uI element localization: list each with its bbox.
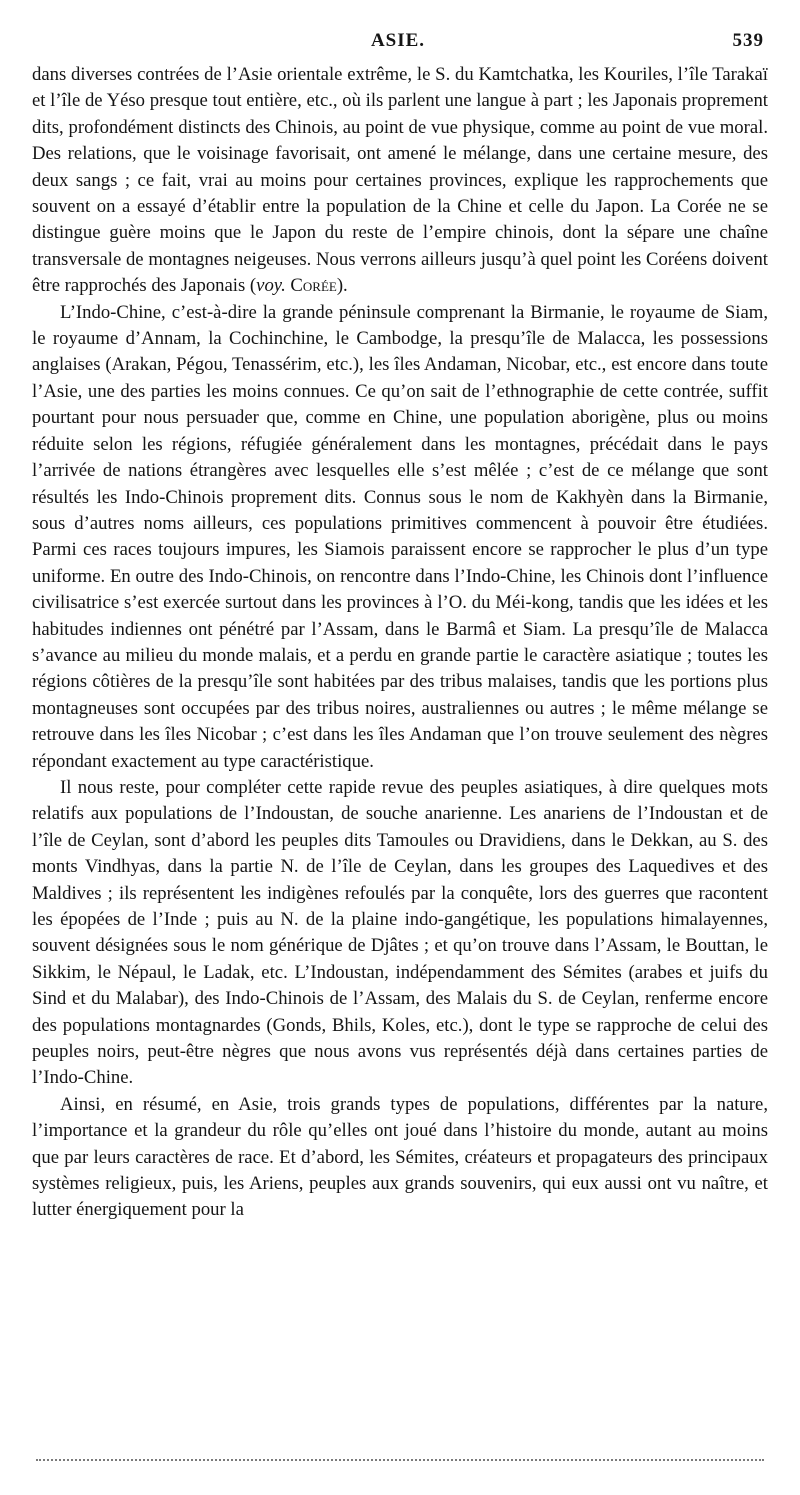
paragraph-text: ). — [336, 275, 348, 297]
paragraph-japon-coree — [32, 62, 768, 300]
paragraph-text: Ainsi, en résumé, en Asie, trois grands types de populations, différentes par la nature, l’importance et la grandeur du rôle qu’elles ont joué dans l’histoire du monde, autant au moins que par leurs caractères de race. Et d’abord, les Sémites, créateurs et propagateurs des principaux systèmes religieux, puis, les Ariens, peuples aux grands souvenirs, qui eux aussi ont vu naître, et lutter énergiquement pour la — [32, 1093, 768, 1221]
running-title: ASIE. — [370, 30, 426, 51]
paragraph-indo-chine — [32, 300, 768, 775]
body-text — [32, 62, 768, 1224]
paragraph-crossref: Corée — [290, 275, 337, 297]
paragraph-text: Il nous reste, pour compléter cette rapide revue des peuples asiatiques, à dire quelques mots relatifs aux populations de l’Indoustan, de souche anarienne. Les anariens de l’Indoustan et de l’île de Ceylan, sont d’abord les peuples dits Tamoules ou Dravidiens, dans le Dekkan, au S. des monts Vindhyas, dans la partie N. de l’île de Ceylan, dans les groupes des Laquedives et des Maldives ; ils représentent les indigènes refoulés par la conquête, lors des guerres que racontent les épopées de l’Inde ; puis au N. de la plaine indo-gangétique, les populations himalayennes, souvent désignées sous le nom générique de Djâtes ; et qu’on trouve dans l’Assam, le Bouttan, le Sikkim, le Népaul, le Ladak, etc. L’Indoustan, indépendamment des Sémites (arabes et juifs du Sind et du Malabar), des Indo-Chinois de l’Assam, des Malais du S. de Ceylan, renferme encore des populations montagnardes (Gonds, Bhils, Koles, etc.), dont le type se rapproche de celui des peuples noirs, peut-être nègres que nous avons vus représentés déjà dans certaines parties de l’Indo-Chine. — [32, 776, 768, 1089]
paragraph-indoustan — [32, 775, 768, 1092]
paragraph-resume — [32, 1092, 768, 1224]
paragraph-italic-ref: voy. — [256, 275, 286, 297]
paragraph-text: dans diverses contrées de l’Asie orientale extrême, le S. du Kamtchatka, les Kouriles, l’île Tarakaï et l’île de Yéso presque tout entière, etc., où ils parlent une langue à part ; les Japonais proprement dits, profondément distincts des Chinois, au point de vue physique, comme au point de vue moral. Des relations, que le voisinage favorisait, ont amené le mélange, dans une certaine mesure, des deux sangs ; ce fait, vrai au moins pour certaines provinces, explique les rapprochements que souvent on a essayé d’établir entre la population de la Chine et celle du Japon. La Corée ne se distingue guère moins que le Japon du reste de l’empire chinois, dont la sépare une chaîne transversale de montagnes neigeuses. Nous verrons ailleurs jusqu’à quel point les Coréens doivent être rapprochés des Japonais ( — [32, 64, 768, 297]
running-header — [32, 30, 764, 60]
paragraph-text: L’Indo-Chine, c’est-à-dire la grande péninsule comprenant la Birmanie, le royaume de Siam, le royaume d’Annam, la Cochinchine, le Cambodge, la presqu’île de Malacca, les possessions anglaises (Arakan, Pégou, Tenassérim, etc.), les îles Andaman, Nicobar, etc., est encore dans toute l’Asie, une des parties les moins connues. Ce qu’on sait de l’ethnographie de cette contrée, suffit pourtant pour nous persuader que, comme en Chine, une population aborigène, plus ou moins réduite selon les régions, réfugiée généralement dans les montagnes, précédait dans le pays l’arrivée de nations étrangères avec lesquelles elle s’est mêlée ; c’est de ce mélange que sont résultés les Indo-Chinois proprement dits. Connus sous le nom de Kakhyèn dans la Birmanie, sous d’autres noms ailleurs, ces populations primitives commencent à pouvoir être étudiées. Parmi ces races toujours impures, les Siamois paraissent encore se rapprocher le plus d’un type uniforme. En outre des Indo-Chinois, on rencontre dans l’Indo-Chine, les Chinois dont l’influence civilisatrice s’est exercée surtout dans les provinces à l’O. du Méi-kong, tandis que les idées et les habitudes indiennes ont pénétré par l’Assam, dans le Barmâ et Siam. La presqu’île de Malacca s’avance au milieu du monde malais, et a perdu en grande partie le caractère asiatique ; toutes les régions côtières de la presqu’île sont habitées par des tribus malaises, tandis que les portions plus montagneuses sont occupées par des tribus noires, australiennes ou autres ; le même mélange se retrouve dans les îles Nicobar ; c’est dans les îles Andaman que l’on trouve seulement des nègres répondant exactement au type caractéristique. — [32, 301, 768, 772]
page-number: 539 — [732, 30, 764, 51]
footer-dotted-rule — [36, 1459, 764, 1461]
